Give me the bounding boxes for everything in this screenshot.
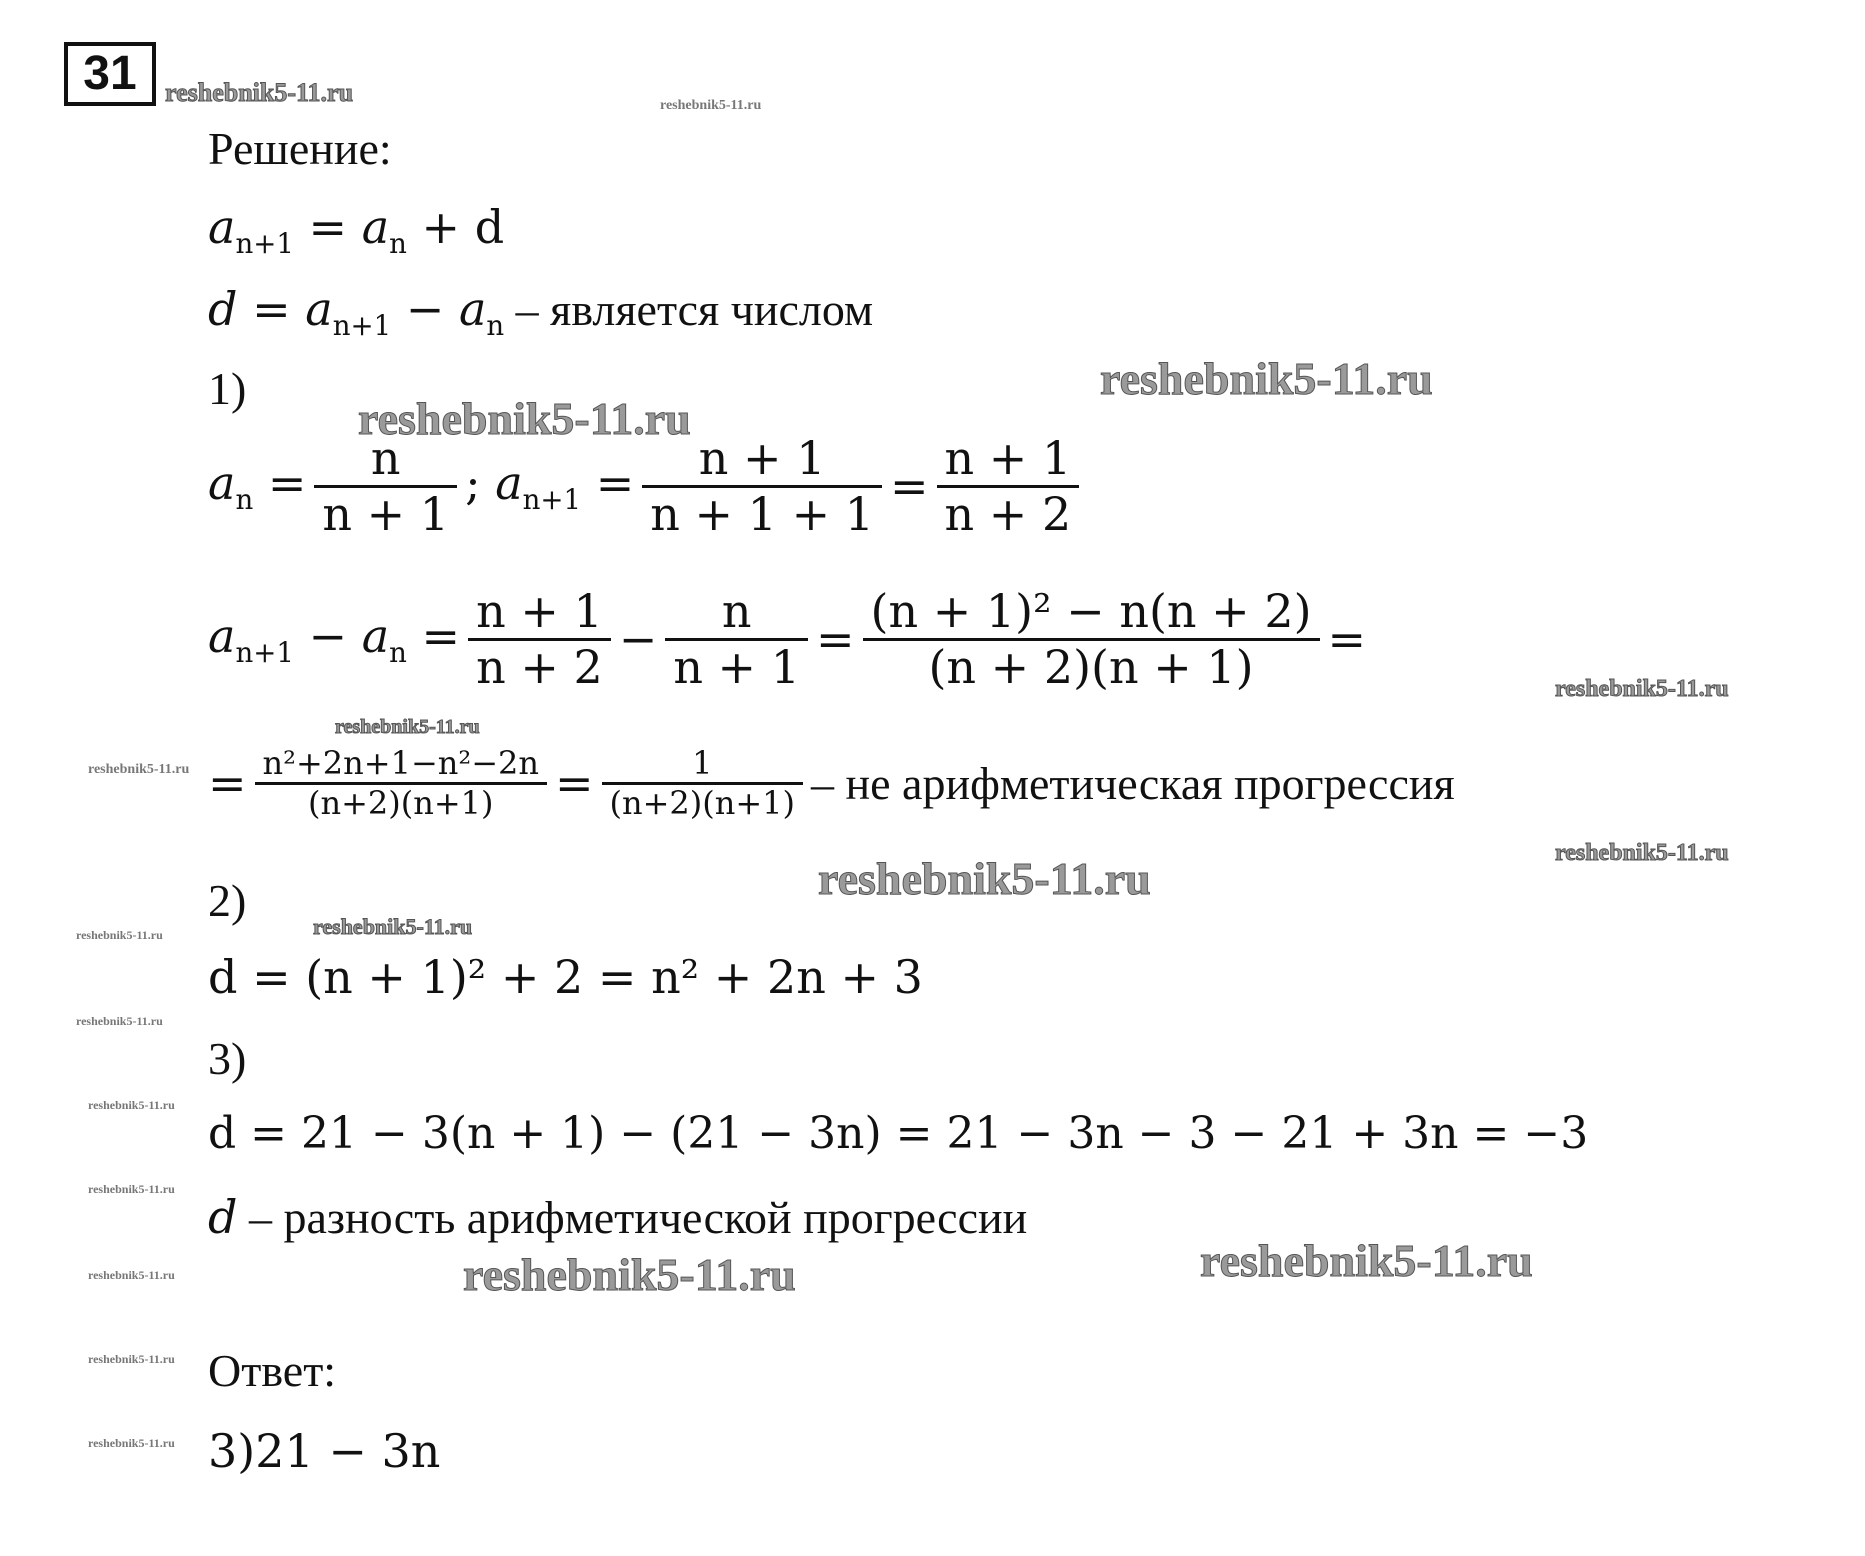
step-1-terms: $a_n$ = $\frac{n}{n + 1}$ ; $a_{n+1}$ = $\frac{n + 1}{n + 1 + 1}$ = $\frac{n + 1}{n + 2}$ — [208, 432, 1087, 541]
solution-heading: Решение: — [208, 123, 392, 174]
step-2-formula: d = (n + 1)² + 2 = n² + 2n + 3 — [208, 950, 923, 1004]
problem-number: 31 — [64, 42, 156, 106]
watermark: reshebnik5-11.ru — [818, 853, 1151, 904]
step-3-conclusion: d – разность арифметической прогрессии — [208, 1190, 1028, 1244]
watermark: reshebnik5-11.ru — [1100, 353, 1433, 404]
answer-value: 3)21 − 3n — [208, 1424, 441, 1478]
step-1-result: = $\frac{\text{n²+2n+1−n²−2n}}{(n+2)(n+1)}$ = $\frac{1}{(n+2)(n+1)}$ – не арифметическая прогрессия — [208, 744, 1455, 822]
step-1-label: 1) — [208, 363, 247, 414]
step-1-difference: $a_{n+1} - a_n$ = $\frac{n + 1}{n + 2}$ − $\frac{n}{n + 1}$ = $\frac{\text{(n + 1)² − n(n + 2)}}{(n + 2)(n + 1)}$ = — [208, 584, 1367, 694]
watermark: reshebnik5-11.ru — [1555, 840, 1729, 866]
watermark: reshebnik5-11.ru — [1555, 676, 1729, 702]
watermark: reshebnik5-11.ru — [88, 1352, 175, 1366]
watermark: reshebnik5-11.ru — [88, 1182, 175, 1196]
watermark: reshebnik5-11.ru — [76, 1014, 163, 1028]
step-3-label: 3) — [208, 1033, 247, 1084]
watermark: reshebnik5-11.ru — [1200, 1235, 1533, 1286]
watermark: reshebnik5-11.ru — [335, 716, 480, 738]
watermark: reshebnik5-11.ru — [165, 78, 354, 107]
watermark: reshebnik5-11.ru — [463, 1249, 796, 1300]
answer-label: Ответ: — [208, 1345, 337, 1396]
watermark: reshebnik5-11.ru — [88, 1436, 175, 1450]
watermark: reshebnik5-11.ru — [88, 1098, 175, 1112]
step-2-label: 2) — [208, 875, 247, 926]
watermark: reshebnik5-11.ru — [76, 928, 163, 942]
watermark: reshebnik5-11.ru — [660, 98, 762, 113]
recurrence-formula: $a_{n+1} = a_n + d$ — [208, 200, 505, 261]
watermark: reshebnik5-11.ru — [313, 914, 473, 939]
watermark: reshebnik5-11.ru — [88, 1268, 175, 1282]
watermark: reshebnik5-11.ru — [88, 762, 190, 777]
difference-definition: $d = a_{n+1} - a_n$ – является числом — [208, 282, 874, 343]
watermark: reshebnik5-11.ru — [358, 393, 691, 444]
step-3-formula: d = 21 − 3(n + 1) − (21 − 3n) = 21 − 3n − 3 − 21 + 3n = −3 — [208, 1108, 1589, 1159]
